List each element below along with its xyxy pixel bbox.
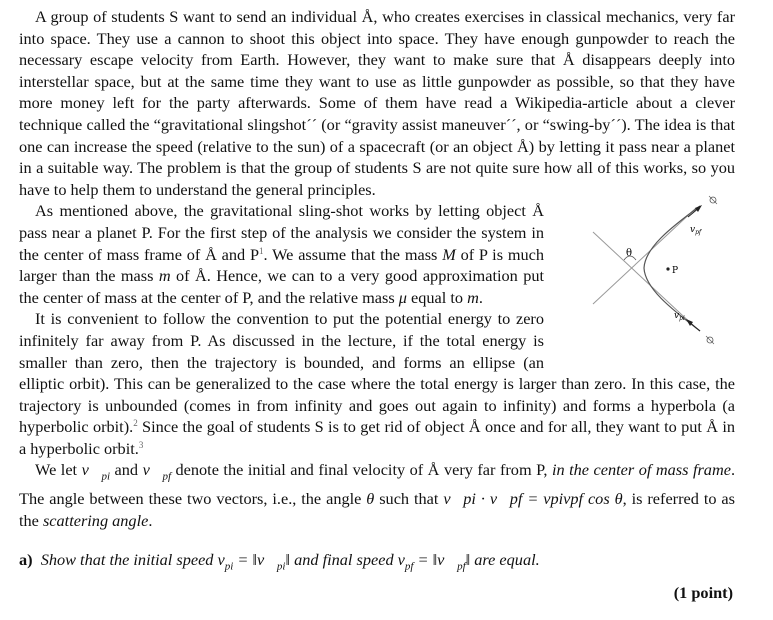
energy-paragraph: It is convenient to follow the convention to put the potential energy to zero infinitely far away from P. As discussed in the lecture, if the total energy is smaller than zero, then the trajectory is bounded, and forms an ellipse (an elliptic orbit). This can be generalized to the case where the total energy is larger than zero. In this case, the trajectory is unbounded (comes in from infinity and goes out again to infinity) and forms a hyperbola (a hyperbolic orbit).$^2$ Since the goal of students S is to get rid of object Å once and for all, they want to put Å in a hyperbolic orbit.$^3$ (19, 309, 736, 458)
footnote-3[interactable]: 3 (138, 439, 144, 450)
intro-paragraph: A group of students S want to send an individual Å, who creates exercises in classical mechanics, very far into space. They use a cannon to shoot this object into space. They have enough gunpowder to reach the necessary escape velocity from Earth. However, they want to make sure that Å disappears deeply into interstellar space, but at the same time they want to use as little gunpowder as possible, so that they have more money left for the party afterwards. Some of them have read a Wikipedia-article about a clever technique called the “gravitational slingshot´´ (or “gravity assist maneuver´´, or “swing-by´´). The idea is that one can increase the speed (relative to the sun) of a spacecraft (or an object Å) by letting it pass near a planet in a suitable way. The problem is that the group of students S are not quite sure how all of this works, so you have to help them to understand the general principles. (19, 7, 735, 199)
planet-label: P (672, 266, 679, 277)
dot-product-equation: v⃗pi · v⃗pf = vpivpf cos θ (443, 489, 623, 509)
theta-label: θ (626, 248, 633, 260)
object-icon-top (709, 196, 717, 204)
vpf-label: $v_{pf}$ (690, 225, 702, 237)
object-icon-bottom (706, 336, 714, 344)
points-badge: (1 point) (673, 583, 733, 603)
planet-dot (666, 268, 669, 271)
vpi-label: $v_{pi}$ (674, 311, 685, 323)
asymptote-line-2 (593, 208, 696, 304)
velocity-paragraph: We let $v⃗_{pi}$ and $v⃗_{pf}$ denote the initial and final velocity of Å very far from P, in the center of mass frame. The angle between these two vectors, i.e., the angle θ such that v⃗pi · v⃗pf = vpivpf cos θ, is referred to as the scattering angle. (19, 460, 736, 530)
slingshot-figure (550, 188, 735, 363)
footnote-1[interactable]: 1 (259, 245, 264, 256)
asymptote-line-1 (593, 232, 696, 328)
question-label: a) (19, 549, 33, 569)
trajectory-diagram (550, 188, 735, 363)
final-arrowhead (695, 205, 702, 212)
exercise-page (19, 6, 735, 604)
footnote-2[interactable]: 2 (133, 418, 138, 429)
question-a: a) Show that the initial speed $v_{pi}$ = $‖v⃗_{pi}‖$ and final speed $v_{pf}$ = $‖v⃗_{pf}‖$ are equal. (19, 549, 540, 572)
setup-paragraph: As mentioned above, the gravitational sling-shot works by letting object Å pass near a planet P. For the first step of the analysis we consider the system in the center of mass frame of Å and $P^1$. We assume that the mass M of P is much larger than the mass m of Å. Hence, we can to a very good approximation put the center of mass at the center of P, and the relative mass μ equal to m. (19, 201, 545, 307)
